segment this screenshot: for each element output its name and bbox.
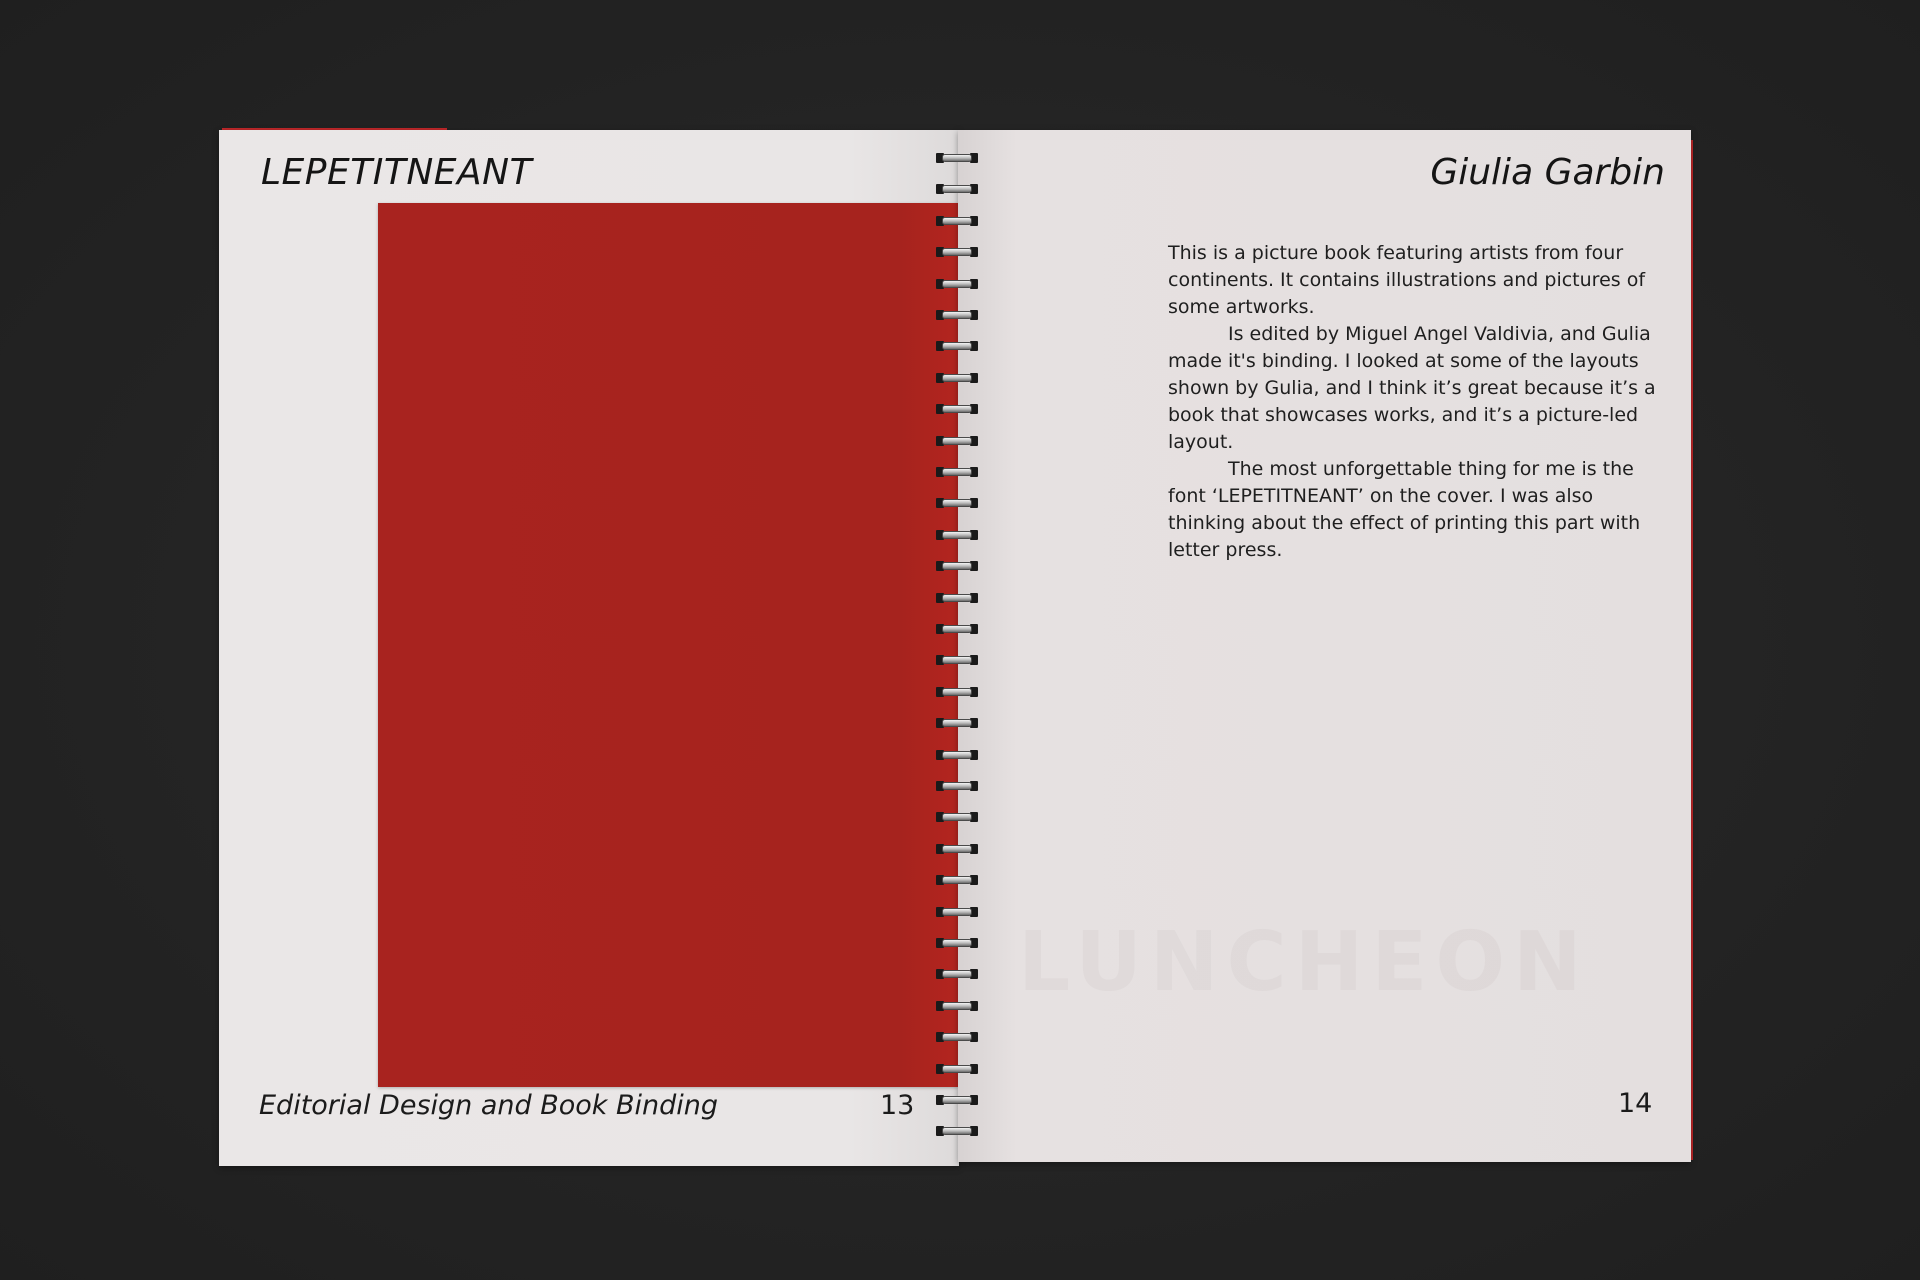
- spiral-coil: [936, 1063, 980, 1075]
- wire-loop: [942, 468, 972, 476]
- spiral-coil: [936, 623, 980, 635]
- wire-loop: [942, 625, 972, 633]
- wire-loop: [942, 970, 972, 978]
- right-page-title: Giulia Garbin: [1430, 152, 1665, 193]
- wire-loop: [942, 248, 972, 256]
- spiral-coil: [936, 372, 980, 384]
- wire-loop: [942, 751, 972, 759]
- left-page-footer: Editorial Design and Book Binding: [259, 1090, 719, 1121]
- red-cover-page: [378, 203, 958, 1087]
- spiral-coil: [936, 466, 980, 478]
- wire-loop: [942, 719, 972, 727]
- wire-loop: [942, 782, 972, 790]
- wire-loop: [942, 405, 972, 413]
- spiral-coil: [936, 435, 980, 447]
- right-page: [958, 130, 1691, 1162]
- wire-loop: [942, 813, 972, 821]
- wire-loop: [942, 185, 972, 193]
- left-page: [219, 130, 959, 1166]
- spiral-coil: [936, 278, 980, 290]
- show-through-text: LUNCHEON: [1018, 915, 1590, 1010]
- spiral-coil: [936, 592, 980, 604]
- spiral-coil: [936, 403, 980, 415]
- spiral-coil: [936, 780, 980, 792]
- spiral-coil: [936, 497, 980, 509]
- spiral-coil: [936, 654, 980, 666]
- wire-loop: [942, 939, 972, 947]
- spiral-coil: [936, 560, 980, 572]
- wire-loop: [942, 656, 972, 664]
- wire-loop: [942, 845, 972, 853]
- wire-loop: [942, 688, 972, 696]
- spiral-coil: [936, 968, 980, 980]
- paragraph-2: Is edited by Miguel Angel Valdivia, and Gulia made it's binding. I looked at some of the layouts shown by Gulia, and I think it’s great because it’s a book that showcases works, and it’s a picture-led layout.: [1168, 323, 1656, 453]
- spiral-binding: [936, 152, 980, 1142]
- wire-loop: [942, 1065, 972, 1073]
- wire-loop: [942, 437, 972, 445]
- spiral-coil: [936, 246, 980, 258]
- right-page-number: 14: [1618, 1088, 1653, 1119]
- spiral-coil: [936, 686, 980, 698]
- wire-loop: [942, 342, 972, 350]
- wire-loop: [942, 562, 972, 570]
- wire-loop: [942, 374, 972, 382]
- spiral-coil: [936, 309, 980, 321]
- wire-loop: [942, 1127, 972, 1135]
- spiral-coil: [936, 529, 980, 541]
- spiral-coil: [936, 215, 980, 227]
- wire-loop: [942, 217, 972, 225]
- wire-loop: [942, 594, 972, 602]
- paragraph-3: The most unforgettable thing for me is the font ‘LEPETITNEANT’ on the cover. I was also thinking about the effect of printing this part with letter press.: [1168, 458, 1641, 561]
- wire-loop: [942, 908, 972, 916]
- body-text: [1168, 240, 1668, 564]
- wire-loop: [942, 531, 972, 539]
- spiral-coil: [936, 749, 980, 761]
- spiral-coil: [936, 1094, 980, 1106]
- paragraph-1: This is a picture book featuring artists from four continents. It contains illustrations and pictures of some artworks.: [1168, 242, 1646, 318]
- spiral-coil: [936, 874, 980, 886]
- wire-loop: [942, 280, 972, 288]
- spiral-coil: [936, 937, 980, 949]
- wire-loop: [942, 876, 972, 884]
- spiral-coil: [936, 1000, 980, 1012]
- spiral-coil: [936, 183, 980, 195]
- spiral-coil: [936, 843, 980, 855]
- spiral-coil: [936, 340, 980, 352]
- left-page-title: LEPETITNEANT: [261, 152, 533, 193]
- wire-loop: [942, 1002, 972, 1010]
- wire-loop: [942, 1096, 972, 1104]
- spiral-coil: [936, 1125, 980, 1137]
- wire-loop: [942, 154, 972, 162]
- spiral-coil: [936, 1031, 980, 1043]
- wire-loop: [942, 311, 972, 319]
- left-page-number: 13: [880, 1090, 915, 1121]
- wire-loop: [942, 499, 972, 507]
- spiral-coil: [936, 811, 980, 823]
- spiral-coil: [936, 906, 980, 918]
- spiral-coil: [936, 717, 980, 729]
- wire-loop: [942, 1033, 972, 1041]
- spiral-coil: [936, 152, 980, 164]
